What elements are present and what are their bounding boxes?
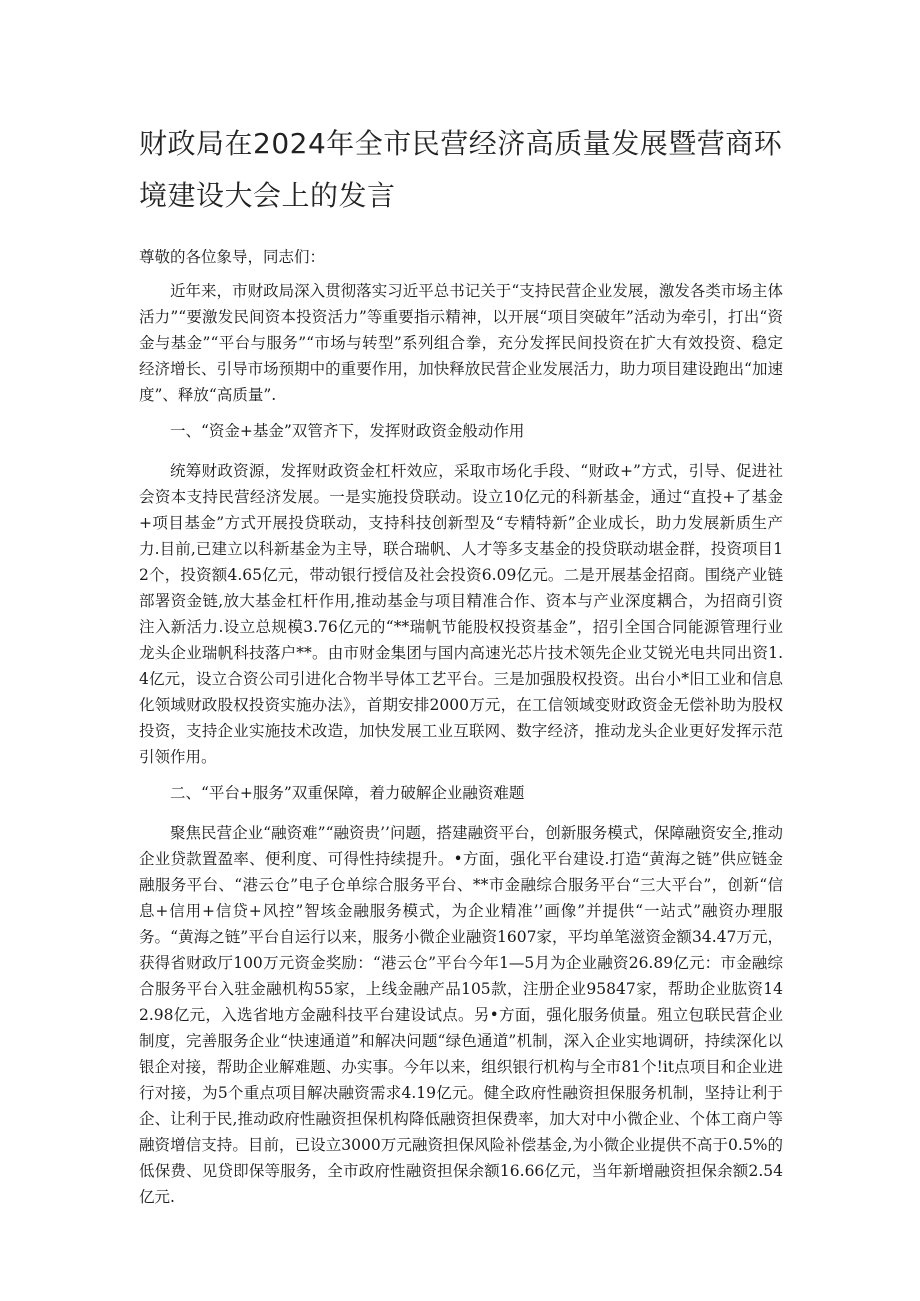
section-2-heading: 二、“平台+服务”双重保障，着力破解企业融资难题 <box>170 784 525 802</box>
section-2-body: 聚焦民营企业“融资难”“融资贵’’问题，搭建融资平台，创新服务模式，保障融资安全,推动企业贷款置盈率、便利度、可得性持续提升。•方面，强化平台建设.打造“黄海之链”供应链金融服务平台、“港云仓”电子仓单综合服务平台、**市金融综合服务平台“三大平台”，创新“信息+信用+信贷+风控”智垓金融服务模式，为企业精准’’画像”并提供“一站式”融资办理服务。“黄海之链”平台自运行以来，服务小微企业融资1607家，平均单笔滋资金额34.47万元，获得省财政厅100万元资金奖励：“港云仓”平台今年1—5月为企业融资26.89亿元：市金融综合服务平台入驻金融机构55家，上线金融产品105款，注册企业95847家，帮助企业肱资142.98亿元，入选省地方金融科技平台建设试点。另•方面，强化服务侦量。殂立包联民营企业制度，完善服务企业“快速通道”和解决问题“绿色通道”机制，深入企业实地调研，持续深化以银企对接，帮助企业解难题、办实事。今年以来，组织银行机构与全市81个!it点项目和企业进行对接，为5个重点项目解决融资需求4.19亿元。健全政府性融资担保服务机制，坚持让利于企、让利于民,推动政府性融资担保机构降低融资担保费率，加大对中小微企业、个体工商户等融资增信支持。目前，已设立3000万元融资担保风险补偿基金,为小微企业提供不高于0.5%的低保费、见贷即保等服务，全市政府性融资担保余额16.66亿元，当年新增融资担保余额2.54亿元. <box>139 824 783 1206</box>
document-page <box>139 118 783 1220</box>
document-title: 财政局在2024年全市民营经济高质量发展暨营商环境建设大会上的发言 <box>139 127 783 212</box>
intro-paragraph: 近年来，市财政局深入贯彻落实习近平总书记关于“支持民营企业发展，激发各类市场主体活力”“要激发民间资本投资活力”等重要指示精神，以开展“项目突破年”活动为牵引，打出“资金与基金”“平台与服务”“市场与转型”系列组合拳，充分发挥民间投资在扩大有效投资、稳定经济增长、引导市场预期中的重要作用，加快释放民营企业发展活力，助力项目建设跑出“加速度”、释放“高质量”. <box>139 282 783 404</box>
section-1-heading: 一、“资金+基金”双管齐下，发挥财政资金般动作用 <box>170 422 525 440</box>
section-1-body: 统筹财政资源，发挥财政资金杠杆效应，采取市场化手段、“财政+”方式，引导、促进社会资本支持民营经济发展。一是实施投贷联动。设立10亿元的科新基金，通过“直投+了基金+项目基金”方式开展投贷联动，支持科技创新型及“专精特新”企业成长，助力发展新质生产力.目前,已建立以科新基金为主导，联合瑞帆、人才等多支基金的投贷联动堪金群，投资项目12个，投资额4.65亿元，带动银行授信及社会投资6.09亿元。二是开展基金招商。围绕产业链部署资金链,放大基金杠杆作用,推动基金与项目精准合作、资本与产业深度耦合，为招商引资注入新活力.设立总规模3.76亿元的“**瑞帆节能股权投资基金”，招引全国合同能源管理行业龙头企业瑞帆科技落户**。由市财金集团与国内高速光芯片技术领先企业艾锐光电共同出资1.4亿元，设立合资公司引进化合物半导体工艺平台。三是加强股权投资。出台小*旧工业和信息化领域财政股权投资实施办法》，首期安排2000万元，在工信领域变财政资金无偿补助为股权投资，支持企业实施技术改造，加快发展工业互联网、数字经济，推动龙头企业更好发挥示范引领作用。 <box>139 462 783 766</box>
salutation: 尊敬的各位象导，同志们： <box>139 248 326 266</box>
